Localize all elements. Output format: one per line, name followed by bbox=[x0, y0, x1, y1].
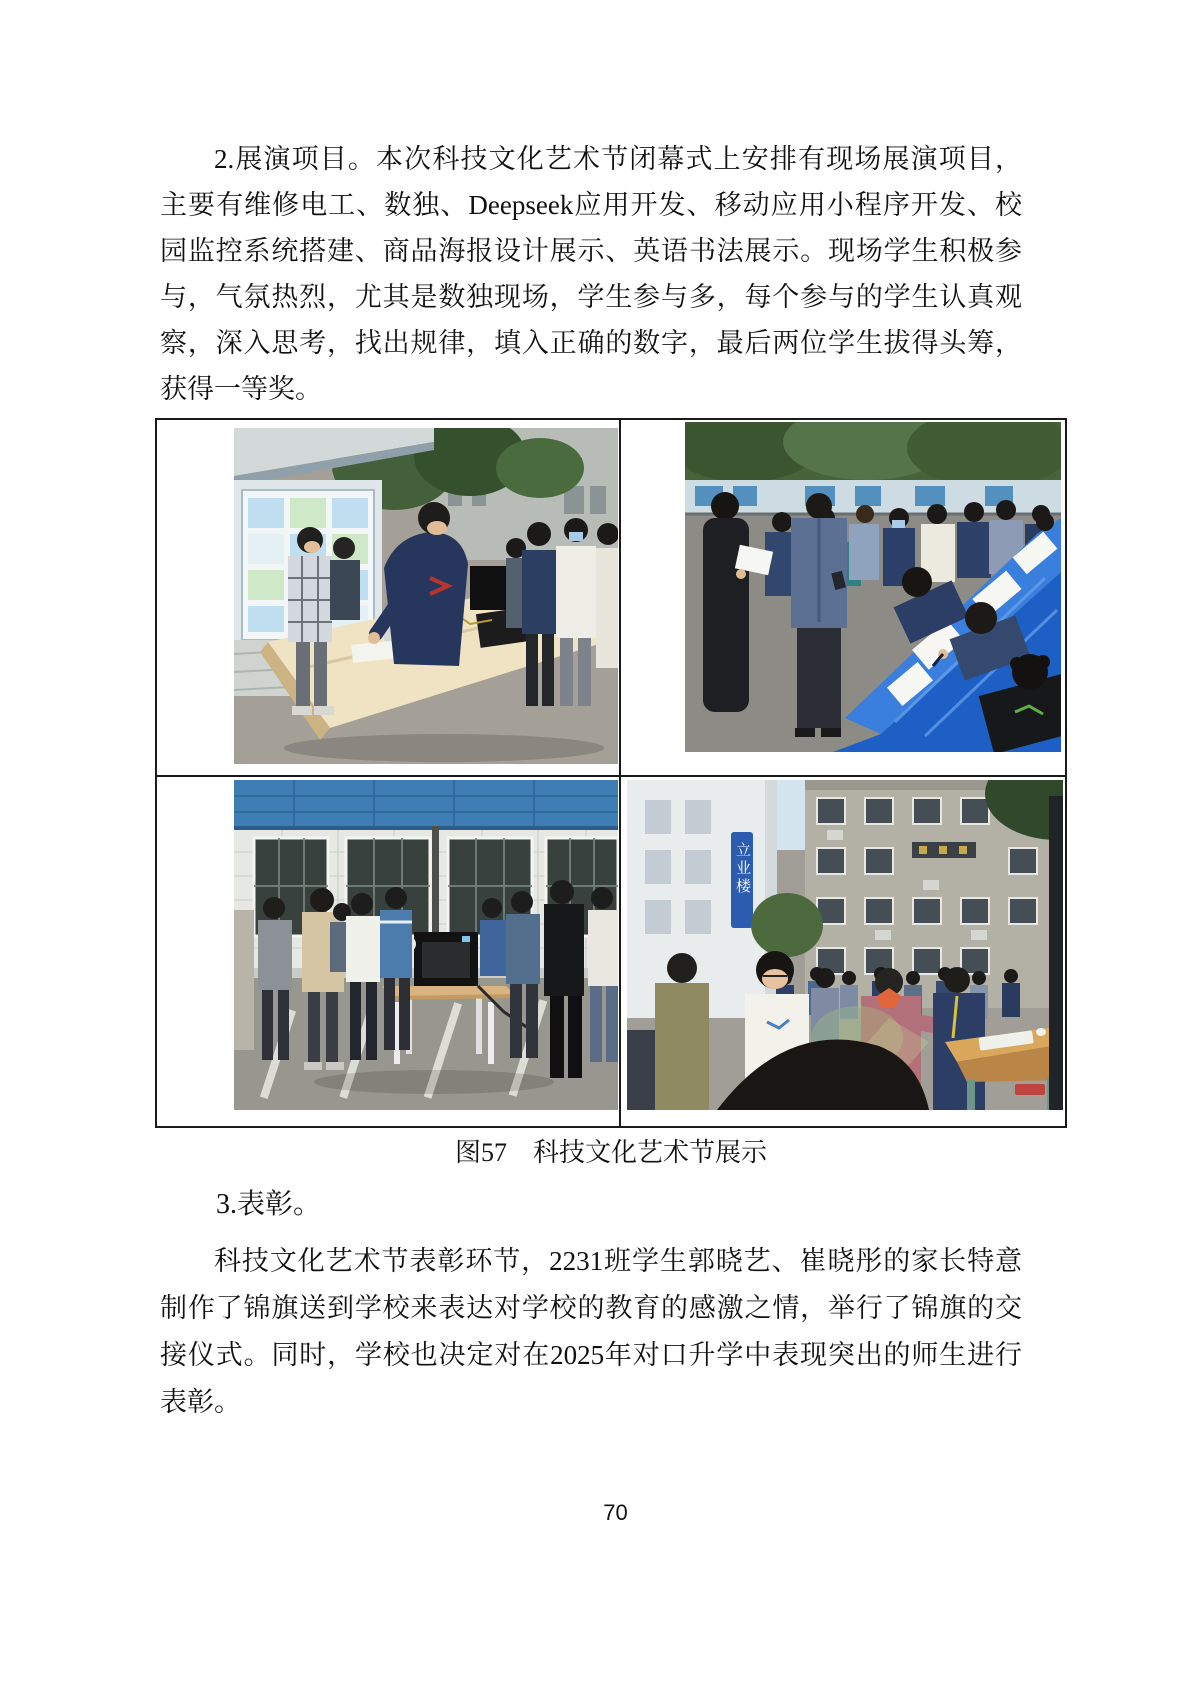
photo-courtyard-desk bbox=[627, 780, 1063, 1110]
award-paragraph bbox=[160, 1238, 1022, 1426]
photo-exhibition-table bbox=[234, 428, 618, 764]
award-line: 接仪式。同时，学校也决定对在2025年对口升学中表现突出的师生进行 bbox=[160, 1340, 1022, 1370]
photo-exhibition-table-art bbox=[234, 428, 618, 764]
intro-line: 主要有维修电工、数独、Deepseek应用开发、移动应用小程序开发、校 bbox=[160, 190, 1022, 220]
intro-line: 察，深入思考，找出规律，填入正确的数字，最后两位学生拔得头筹， bbox=[160, 328, 1022, 358]
page-number: 70 bbox=[603, 1500, 628, 1525]
grid-horizontal-divider bbox=[157, 775, 1065, 777]
intro-line: 2.展演项目。本次科技文化艺术节闭幕式上安排有现场展演项目， bbox=[214, 144, 1022, 174]
figure-caption-text: 科技文化艺术节展示 bbox=[533, 1138, 768, 1167]
intro-line: 获得一等奖。 bbox=[160, 374, 322, 404]
figure-caption-label: 图57 bbox=[454, 1138, 507, 1167]
building-sign-text: 立业楼 bbox=[734, 842, 750, 896]
award-line: 表彰。 bbox=[160, 1387, 241, 1417]
figure-caption bbox=[155, 1136, 1067, 1170]
grid-vertical-divider bbox=[619, 420, 621, 1126]
photo-sudoku-table bbox=[685, 422, 1061, 752]
photo-3d-printer-demo-art bbox=[234, 780, 618, 1110]
intro-line: 园监控系统搭建、商品海报设计展示、英语书法展示。现场学生积极参 bbox=[160, 236, 1022, 266]
intro-paragraph bbox=[160, 136, 1022, 412]
award-section-heading: 3.表彰。 bbox=[216, 1189, 322, 1220]
figure-photo-grid bbox=[155, 418, 1067, 1128]
photo-courtyard-desk-art bbox=[627, 780, 1063, 1110]
photo-3d-printer-demo bbox=[234, 780, 618, 1110]
award-line: 科技文化艺术节表彰环节，2231班学生郭晓艺、崔晓彤的家长特意 bbox=[214, 1246, 1022, 1276]
award-line: 制作了锦旗送到学校来表达对学校的教育的感激之情，举行了锦旗的交 bbox=[160, 1293, 1022, 1323]
photo-sudoku-table-art bbox=[685, 422, 1061, 752]
intro-line: 与，气氛热烈，尤其是数独现场，学生参与多，每个参与的学生认真观 bbox=[160, 282, 1022, 312]
